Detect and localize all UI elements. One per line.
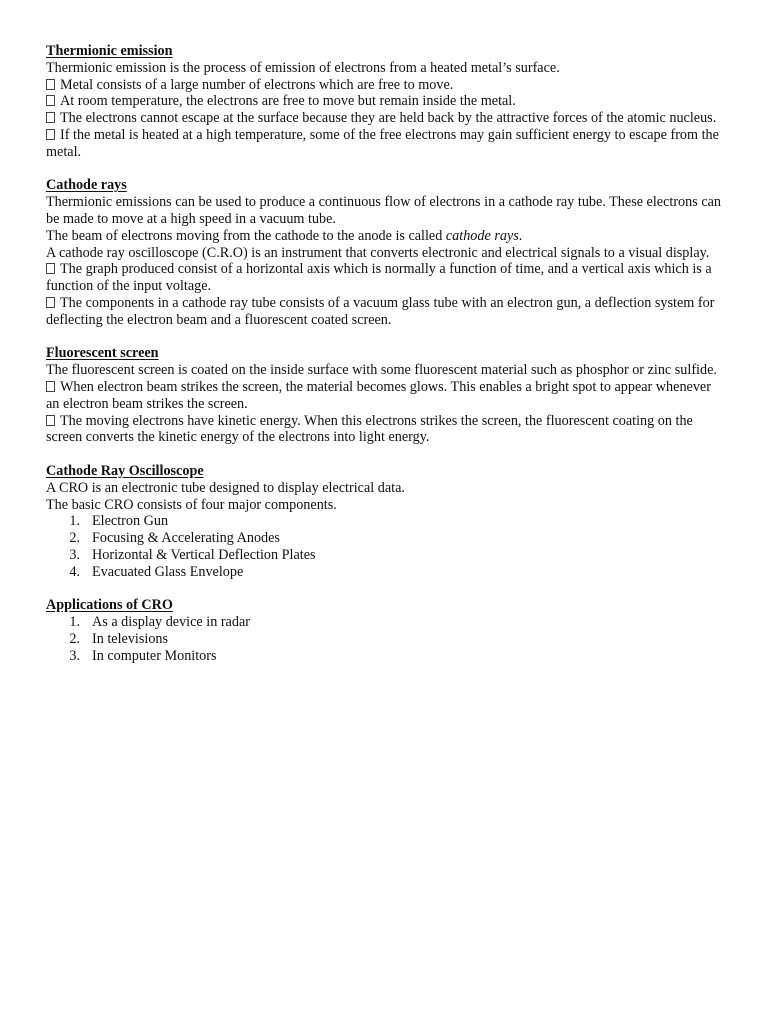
- document-page: [46, 43, 726, 681]
- paragraph: A cathode ray oscilloscope (C.R.O) is an instrument that converts electronic and electrical signals to a visual display.: [46, 244, 710, 261]
- section-heading: Applications of CRO: [46, 597, 173, 614]
- emphasis-term: cathode rays: [445, 227, 519, 244]
- paragraph: Thermionic emission is the process of emission of electrons from a heated metal’s surface.: [46, 59, 560, 76]
- section-fluorescent-screen: [46, 345, 726, 446]
- section-heading: Cathode rays: [46, 177, 127, 194]
- missing-glyph-icon: [46, 95, 55, 106]
- section-applications-of-cro: [46, 597, 726, 664]
- missing-glyph-icon: [46, 415, 55, 426]
- list-item: 2. In televisions: [69, 630, 169, 647]
- section-cathode-ray-oscilloscope: [46, 463, 726, 581]
- list-item: 2. Focusing & Accelerating Anodes: [69, 530, 280, 547]
- numbered-list: [46, 614, 726, 664]
- bullet-item: When electron beam strikes the screen, the material becomes glows. This enables a bright spot to appear whenever an electron beam strikes the screen.: [46, 378, 711, 412]
- paragraph: A CRO is an electronic tube designed to display electrical data.: [46, 479, 405, 496]
- list-item: 1. Electron Gun: [69, 513, 169, 530]
- section-heading: Fluorescent screen: [46, 345, 159, 362]
- paragraph: The fluorescent screen is coated on the inside surface with some fluorescent material such as phosphor or zinc sulfide.: [46, 362, 717, 379]
- list-item: 3. In computer Monitors: [69, 647, 217, 664]
- paragraph: The beam of electrons moving from the cathode to the anode is called cathode rays.: [46, 227, 523, 244]
- bullet-item: At room temperature, the electrons are free to move but remain inside the metal.: [46, 93, 726, 110]
- list-item: 1. As a display device in radar: [69, 614, 250, 631]
- section-thermionic-emission: [46, 43, 726, 161]
- missing-glyph-icon: [46, 112, 55, 123]
- bullet-item: The moving electrons have kinetic energy. When this electrons strikes the screen, the fluorescent coating on the screen converts the kinetic energy of the electrons into light energy.: [46, 412, 693, 446]
- missing-glyph-icon: [46, 129, 55, 140]
- bullet-item: The graph produced consist of a horizontal axis which is normally a function of time, and a vertical axis which is a function of the input voltage.: [46, 261, 712, 295]
- list-item: 3. Horizontal & Vertical Deflection Plates: [69, 546, 316, 563]
- missing-glyph-icon: [46, 263, 55, 274]
- numbered-list: [46, 513, 726, 580]
- paragraph: The basic CRO consists of four major components.: [46, 496, 337, 513]
- list-item: 4. Evacuated Glass Envelope: [69, 563, 244, 580]
- bullet-item: The components in a cathode ray tube consists of a vacuum glass tube with an electron gun, a deflection system for deflecting the electron beam and a fluorescent coated screen.: [46, 294, 715, 328]
- section-heading: Cathode Ray Oscilloscope: [46, 462, 204, 479]
- section-heading: Thermionic emission: [46, 43, 173, 59]
- missing-glyph-icon: [46, 381, 55, 392]
- missing-glyph-icon: [46, 297, 55, 308]
- paragraph: Thermionic emissions can be used to produce a continuous flow of electrons in a cathode ray tube. These electrons can be made to move at a high speed in a vacuum tube.: [46, 194, 722, 227]
- section-cathode-rays: [46, 177, 726, 328]
- bullet-item: The electrons cannot escape at the surface because they are held back by the attractive forces of the atomic nucleus.: [46, 110, 726, 127]
- missing-glyph-icon: [46, 79, 55, 90]
- bullet-item: Metal consists of a large number of electrons which are free to move.: [46, 77, 726, 94]
- bullet-item: If the metal is heated at a high temperature, some of the free electrons may gain sufficient energy to escape from the metal.: [46, 126, 719, 160]
